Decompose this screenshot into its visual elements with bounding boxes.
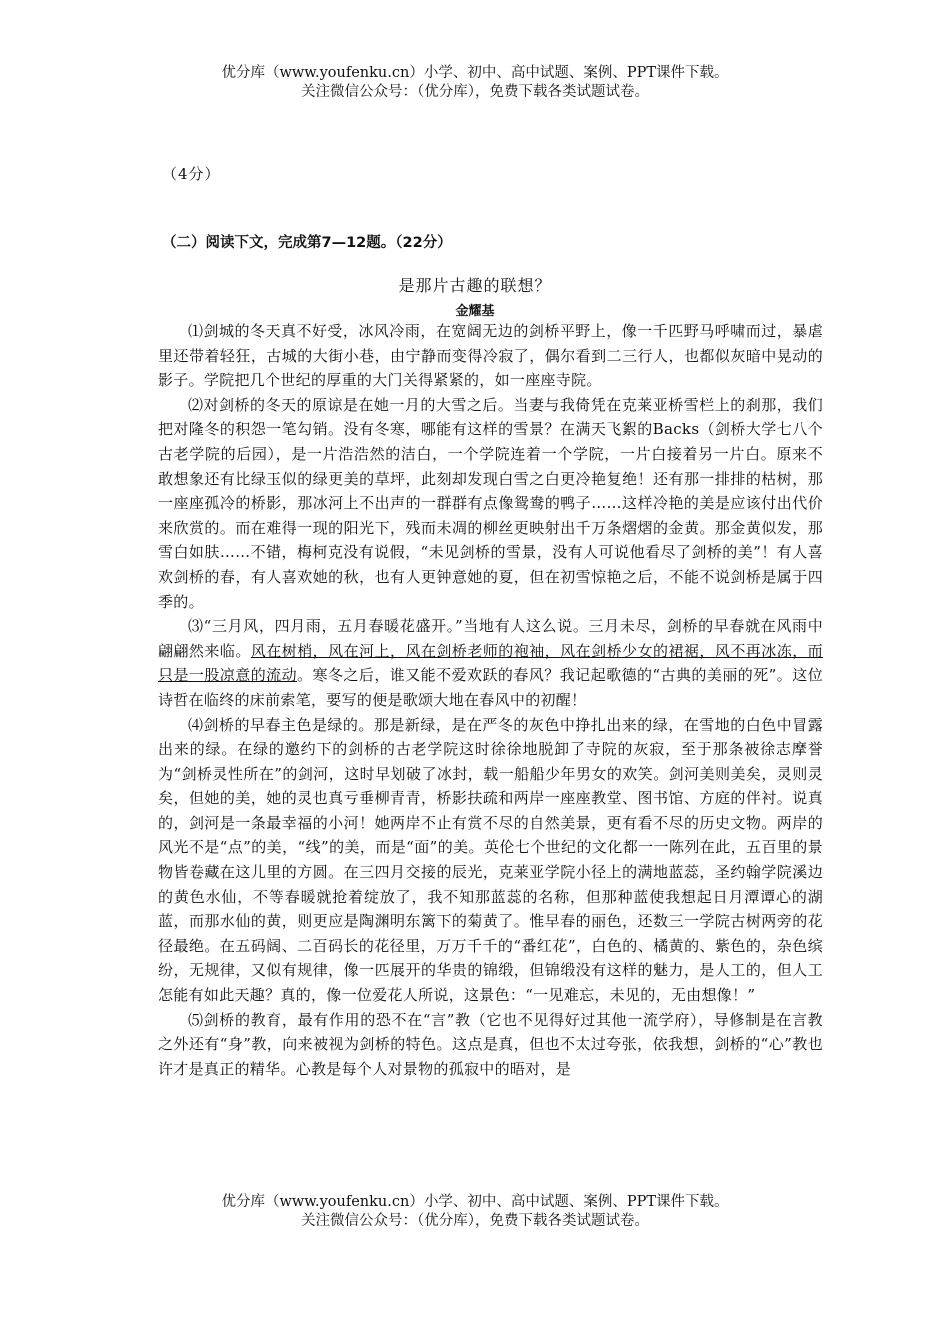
underlined-sentence: 风在树梢，风在河上，风在剑桥老师的袍袖，风在剑桥少女的裙裾，风不再冰冻，而只是一股凉意的流动 (158, 641, 823, 685)
page-header (0, 64, 950, 102)
article-author: 金耀基 (455, 304, 495, 319)
paragraph-5: ⑸剑桥的教育，最有作用的恐不在“言”教（它也不见得好过其他一流学府），导修制是在言教之外还有“身”教，向来被视为剑桥的特色。这点是真，但也不太过夸张，依我想，剑桥的“心”教也许才是真正的精华。心教是每个人对景物的孤寂中的晤对，是 (158, 1010, 823, 1078)
paragraph-4: ⑷剑桥的早春主色是绿的。那是新绿，是在严冬的灰色中挣扎出来的绿，在雪地的白色中冒露出来的绿。在绿的邀约下的剑桥的古老学院这时徐徐地脱卸了寺院的灰寂，至于那条被徐志摩誉为“剑桥灵性所在”的剑河，这时早划破了冰封，载一船船少年男女的欢笑。剑河美则美矣，灵则灵矣，但她的美，她的灵也真亏垂柳青青，桥影扶疏和两岸一座座教堂、图书馆、方庭的伴衬。说真的，剑河是一条最幸福的小河！她两岸不止有赏不尽的自然美景，更有看不尽的历史文物。两岸的风光不是“点”的美，“线”的美，而是“面”的美。英伦七个世纪的文化都一一陈列在此，五百里的景物皆卷藏在这儿里的方圆。在三四月交接的辰光，克莱亚学院小径上的满地蓝蕊，圣约翰学院溪边的黄色水仙，不等春暖就抢着绽放了，我不知那蓝蕊的名称，但那种蓝使我想起日月潭谭心的湖蓝，而那水仙的黄，则更应是陶渊明东篱下的菊黄了。惟早春的丽色，还数三一学院古树两旁的花径最绝。在五码阔、二百码长的花径里，万万千千的“番红花”，白色的、橘黄的、紫色的，杂色缤纷，无规律，又似有规律，像一匹展开的华贵的锦缎，但锦缎没有这样的魅力，是人工的，但人工怎能有如此天趣？真的，像一位爱花人所说，这景色：“一见难忘，未见的，无由想像！” (158, 715, 823, 1005)
paragraph-3-tail: 。寒冬之后，谁又能不爱欢跃的春风？我记起歌德的“古典的美丽的死”。这位诗哲在临终的床前索笔，要写的便是歌颂大地在春风中的初醒！ (158, 666, 824, 709)
section-heading: （二）阅读下文，完成第7—12题。（22分） (162, 235, 452, 251)
footer-line-2: 关注微信公众号：（优分库），免费下载各类试题试卷。 (301, 1213, 649, 1229)
page-footer (0, 1193, 950, 1231)
paragraph-3 (158, 614, 823, 712)
score-note: （4分） (162, 165, 221, 183)
paragraph-3-lead: ⑶“三月风，四月雨，五月春暖花盛开。”当地有人这么说。三月未尽，剑桥的早春就在风雨中翩翩然来临。 (158, 617, 823, 660)
header-line-2: 关注微信公众号：（优分库），免费下载各类试题试卷。 (301, 84, 649, 100)
header-line-1: 优分库（www.youfenku.cn）小学、初中、高中试题、案例、PPT课件下载。 (221, 65, 729, 81)
footer-line-1: 优分库（www.youfenku.cn）小学、初中、高中试题、案例、PPT课件下载。 (221, 1194, 729, 1210)
paragraph-1: ⑴剑城的冬天真不好受，冰风冷雨，在宽阔无边的剑桥平野上，像一千匹野马呼啸而过，暴虐里还带着轻狂，古城的大街小巷，由宁静而变得冷寂了，偶尔看到二三行人，也都似灰暗中晃动的影子。学院把几个世纪的厚重的大门关得紧紧的，如一座座寺院。 (158, 322, 823, 390)
paragraph-2: ⑵对剑桥的冬天的原谅是在她一月的大雪之后。当妻与我倚凭在克莱亚桥雪栏上的刹那，我们把对隆冬的积怨一笔勾销。没有冬寒，哪能有这样的雪景？在满天飞絮的Backs（剑桥大学七八个古老学院的后园），是一片浩浩然的洁白，一个学院连着一个学院，一片白接着另一片白。原来不敢想象还有比绿玉似的绿更美的草坪，此刻却发现白雪之白更冷艳复绝！还有那一排排的枯树，那一座座孤冷的桥影，那冰河上不出声的一群群有点像鸳鸯的鸭子……这样冷艳的美是应该付出代价来欣赏的。而在难得一现的阳光下，残而未凋的柳丝更映射出千万条熠熠的金黄。那金黄似发，那雪白如肤……不错，梅柯克没有说假，“未见剑桥的雪景，没有人可说他看尽了剑桥的美”！有人喜欢剑桥的春，有人喜欢她的秋，也有人更钟意她的夏，但在初雪惊艳之后，不能不说剑桥是属于四季的。 (158, 395, 823, 611)
article-title: 是那片古趣的联想？ (398, 276, 552, 295)
article-body (158, 319, 823, 1081)
